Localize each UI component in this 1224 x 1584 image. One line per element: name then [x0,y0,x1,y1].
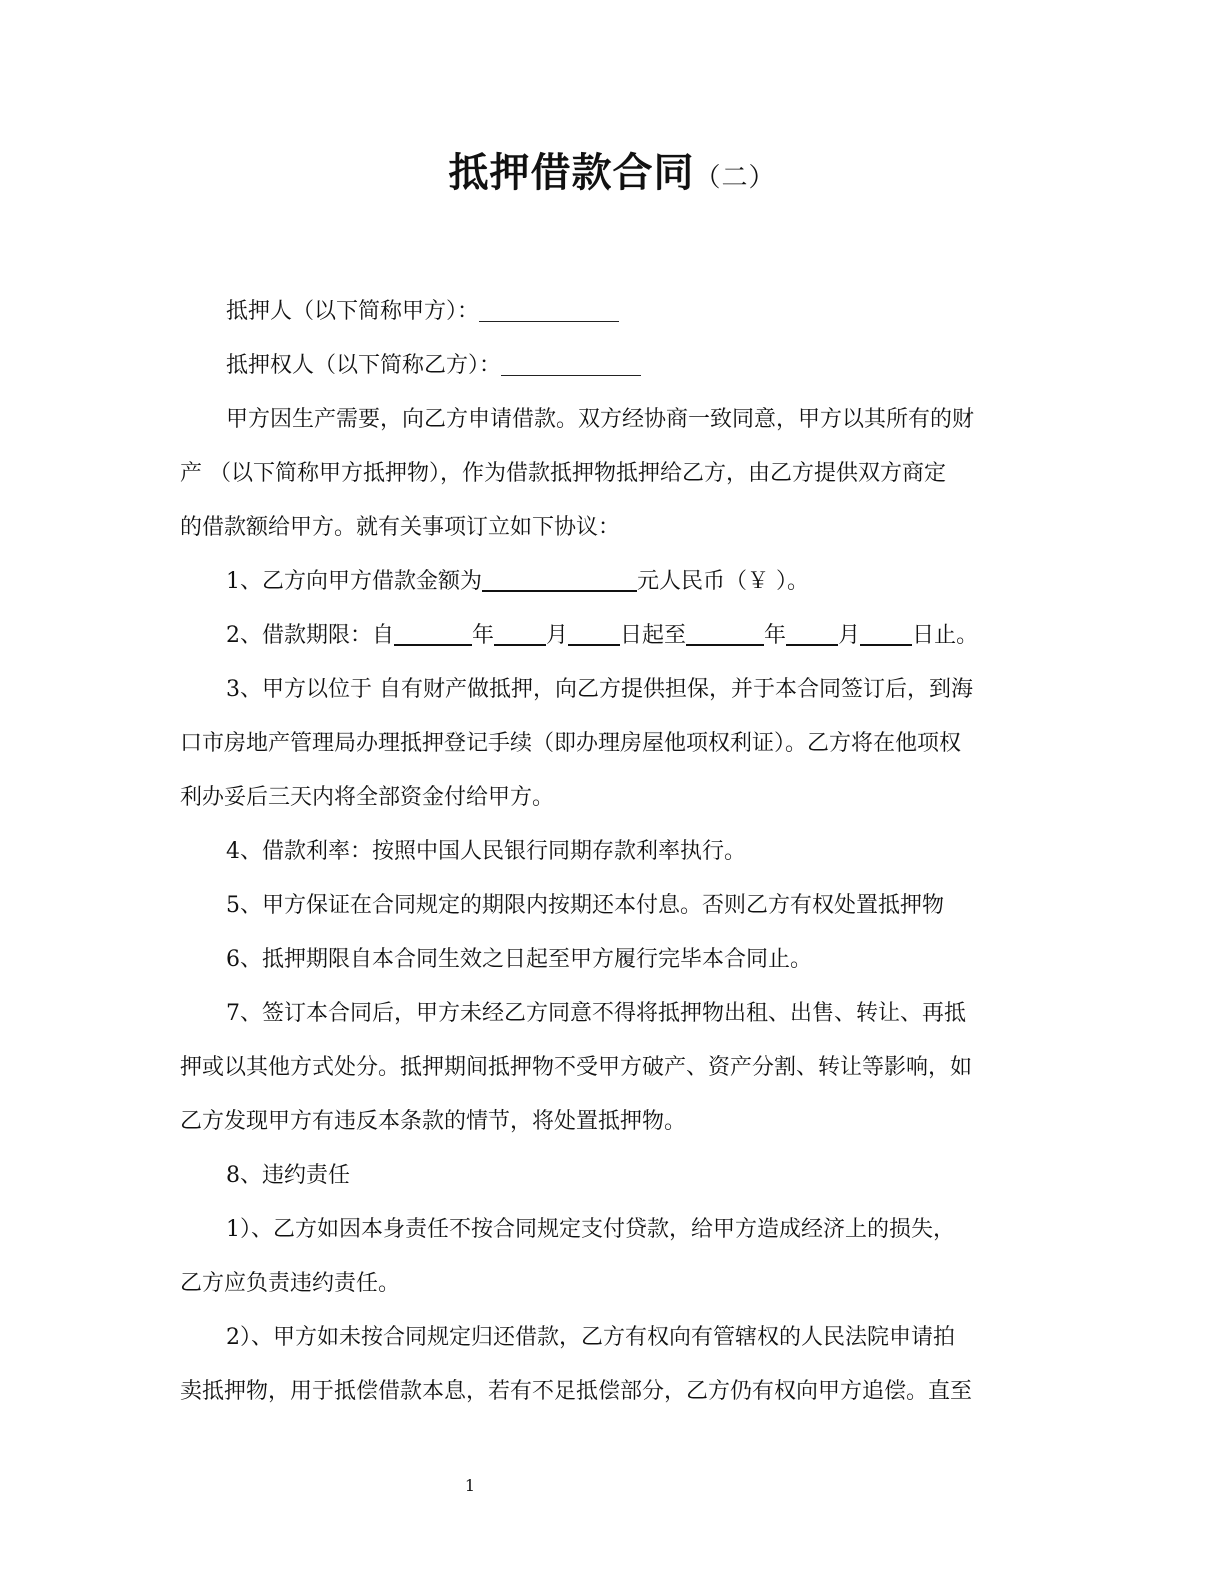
clause-3-line-2: 口市房地产管理局办理抵押登记手续（即办理房屋他项权利证）。乙方将在他项权 [180,731,962,756]
clause-1 [180,555,1040,609]
end-year-blank [686,622,764,646]
mortgagee-line [180,339,1040,393]
clause-2 [180,609,1040,663]
clause-7-line-1: 7、签订本合同后，甲方未经乙方同意不得将抵押物出租、出售、转让、再抵 [226,1001,966,1026]
start-year-label: 年 [472,623,495,648]
document-title [0,143,1224,208]
clause-8-heading: 8、违约责任 [226,1163,350,1188]
clause-1-text-after: 元人民币（￥ ）。 [637,569,809,594]
mortgagee-label: 抵押权人（以下简称乙方）： [226,353,502,378]
end-day-blank [860,622,912,646]
mortgagee-blank [501,353,641,376]
intro-line-3: 的借款额给甲方。就有关事项订立如下协议： [180,515,621,540]
title-sub: （二） [694,163,776,193]
contract-body [180,285,1040,1419]
end-month-label: 月 [838,623,861,648]
clause-8-item-2-line-1: 2）、甲方如未按合同规定归还借款，乙方有权向有管辖权的人民法院申请拍 [226,1325,955,1350]
start-day-blank [568,622,620,646]
clause-6: 6、抵押期限自本合同生效之日起至甲方履行完毕本合同止。 [226,947,812,972]
clause-8-item-2-line-2: 卖抵押物，用于抵偿借款本息，若有不足抵偿部分，乙方仍有权向甲方追偿。直至 [180,1379,973,1404]
title-main: 抵押借款合同 [448,150,695,196]
mortgagor-line [180,285,1040,339]
mortgagor-label: 抵押人（以下简称甲方）： [226,299,480,324]
clause-3-line-3: 利办妥后三天内将全部资金付给甲方。 [180,785,555,810]
clause-7-line-2: 押或以其他方式处分。抵押期间抵押物不受甲方破产、资产分割、转让等影响，如 [180,1055,973,1080]
clause-5: 5、甲方保证在合同规定的期限内按期还本付息。否则乙方有权处置抵押物 [226,893,944,918]
end-year-label: 年 [764,623,787,648]
clause-4: 4、借款利率：按照中国人民银行同期存款利率执行。 [226,839,746,864]
end-month-blank [786,622,838,646]
page-number: 1 [464,1476,476,1495]
clause-7-line-3: 乙方发现甲方有违反本条款的情节，将处置抵押物。 [180,1109,687,1134]
start-month-label: 月 [546,623,569,648]
intro-line-2: 产 （以下简称甲方抵押物），作为借款抵押物抵押给乙方，由乙方提供双方商定 [180,461,946,486]
start-year-blank [394,622,472,646]
end-label: 日止。 [912,623,979,648]
mortgagor-blank [479,299,619,322]
clause-3-line-1: 3、甲方以位于 自有财产做抵押，向乙方提供担保，并于本合同签订后，到海 [226,677,973,702]
start-from-label: 日起至 [620,623,687,648]
clause-8-item-1-line-1: 1）、乙方如因本身责任不按合同规定支付贷款，给甲方造成经济上的损失， [226,1217,955,1242]
clause-8-item-1-line-2: 乙方应负责违约责任。 [180,1271,401,1296]
clause-2-label: 2、借款期限：自 [226,623,394,648]
start-month-blank [494,622,546,646]
clause-1-text-before: 1、乙方向甲方借款金额为 [226,569,482,594]
intro-line-1: 甲方因生产需要，向乙方申请借款。双方经协商一致同意，甲方以其所有的财 [226,407,975,432]
loan-amount-blank [482,568,637,592]
